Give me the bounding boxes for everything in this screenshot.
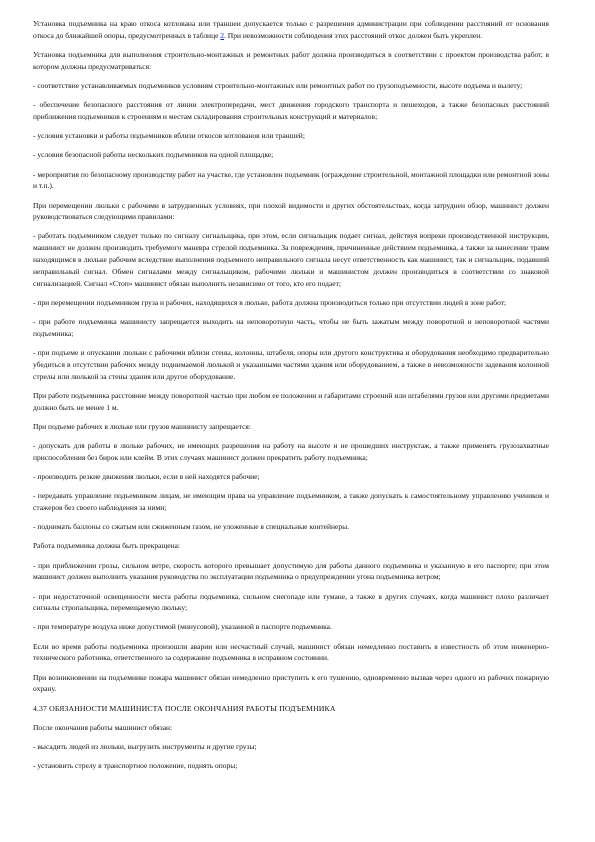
paragraph: После окончания работы машинист обязан: [33, 722, 173, 732]
paragraph: При подъеме рабочих в люльке или грузов машинисту запрещается: [33, 421, 251, 431]
paragraph-text: . При невозможности соблюдения этих расстояний откос должен быть укреплен. [224, 30, 483, 40]
list-item: - мероприятия по безопасному производству работ на участке, где установлен подъемник (ограждение строительной, монтажной площадки или ремонтной зоны и т.п.). [33, 169, 549, 191]
list-item: - высадить людей из люльки, выгрузить инструменты и другие грузы; [33, 742, 257, 752]
list-item: - при температуре воздуха ниже допустимой (минусовой), указанной в паспорте подъемника. [33, 622, 332, 632]
list-item: - установить стрелу в транспортное положение, поднять опоры; [33, 761, 238, 771]
section-heading: 4.37 ОБЯЗАННОСТИ МАШИНИСТА ПОСЛЕ ОКОНЧАНИЯ РАБОТЫ ПОДЪЕМНИКА [33, 703, 336, 713]
list-item: - при недостаточной освещенности места работы подъемника, сильном снегопаде или тумане, а также в других случаях, когда машинист плохо различает сигналы стропальщика, перемещаемую люльку; [33, 591, 549, 613]
list-item: - работать подъемником следует только по сигналу сигнальщика, при этом, если сигнальщик подает сигнал, действуя вопреки производственной инструкции, машинист не должен производить требуемого маневра стрелой подъемника. За повреждения, причиненные действием подъемника, а также за нанесение травм находящимся в люльке рабочим вследствие выполнения подъемного неправильного сигнала несут ответственность как машинист, так и сигнальщик, подавший неправильный сигнал. Обмен сигналами между сигнальщиком, рабочими люльки и машинистом должен производиться в соответствии со знаковой сигнализацией. Сигнал «Стоп» машинист обязан выполнить независимо от того, кто его подает; [33, 231, 549, 288]
paragraph: При работе подъемника расстояние между поворотной частью при любом ее положении и габаритами строений или штабелями грузов или другими предметами должно быть не менее 1 м. [33, 390, 549, 412]
list-item: - при подъеме и опускании люльки с рабочими вблизи стены, колонны, штабеля, опоры или другого конструктива и оборудования необходимо предварительно убедиться в отсутствии рабочих между поднимаемой люлькой и указанными частями здания или оборудованием, а также в невозможности задевания колонной стрелы или люлькой за стены здания или другое оборудование. [33, 348, 549, 381]
list-item: - передавать управление подъемником лицам, не имеющим права на управление подъемником, а также допускать к самостоятельному управлению учеников и стажеров без своего наблюдения за ними; [33, 491, 549, 512]
list-item: - при работе подъемника машинисту запрещается выходить на неповоротную часть, чтобы не быть зажатым между поворотной и неповоротной частями подъемника; [33, 317, 549, 338]
paragraph-table-reference [33, 18, 549, 42]
paragraph: Если во время работы подъемника произошли аварии или несчастный случай, машинист обязан немедленно поставить в известность об этом инженерно-технического работника, ответственного за содержание подъемника в исправном состоянии. [33, 641, 549, 663]
list-item: - при приближении грозы, сильном ветре, скорость которого превышает допустимую для работы данного подъемника и указанную в его паспорте; при этом машинист должен выполнить указания руководства по эксплуатации подъемника о предупреждении угона подъемника ветром; [33, 560, 549, 582]
list-item: - допускать для работы в люльке рабочих, не имеющих разрешения на работу на высоте и не прошедших инструктаж, а также применять грузозахватные приспособления без бирок или клейм. В этих случаях машинист должен прекратить работу подъемника; [33, 440, 549, 462]
paragraph: Установка подъемника для выполнения строительно-монтажных и ремонтных работ должна производиться в соответствии с проектом производства работ, в котором должны предусматриваться: [33, 49, 549, 71]
table-2-link[interactable]: 2 [220, 30, 225, 40]
list-item: - производить резкие движения люльки, если в ней находятся рабочие; [33, 471, 260, 481]
paragraph: При перемещении люльки с рабочими в затрудненных условиях, при плохой видимости и других обстоятельствах, когда затруднен обзор, машинист должен руководствоваться следующими правилами: [33, 200, 549, 222]
paragraph-text: Установка подъемника на краю откоса котлована или траншеи допускается только с разрешения администрации при соблюдении расстояний от основания откоса до ближайшей опоры, предусмотренных в таблице [33, 19, 549, 40]
paragraph: Работа подъемника должна быть прекращена: [33, 541, 181, 551]
list-item: - соответствие устанавливаемых подъемников условиям строительно-монтажных или ремонтных работ по грузоподъемности, высоте подъема и вылету; [33, 80, 523, 90]
list-item: - условия безопасной работы нескольких подъемников на одной площадке; [33, 150, 274, 160]
list-item: - поднимать баллоны со сжатым или сжиженным газом, не уложенные в специальные контейнеры. [33, 522, 349, 532]
list-item: - обеспечение безопасного расстояния от линии электропередачи, мест движения городского транспорта и пешеходов, а также безопасных расстояний приближения подъемников к строениям и местам складирования строительных конструкций и материалов; [33, 100, 549, 121]
list-item: - при перемещении подъемником груза и рабочих, находящихся в люльке, работа должна производиться только при отсутствии людей в зоне работ; [33, 297, 507, 307]
list-item: - условия установки и работы подъемников вблизи откосов котлованов или траншей; [33, 131, 305, 141]
paragraph: При возникновении на подъемнике пожара машинист обязан немедленно приступить к его тушению, одновременно вызвав через одного из рабочих пожарную охрану. [33, 672, 549, 694]
